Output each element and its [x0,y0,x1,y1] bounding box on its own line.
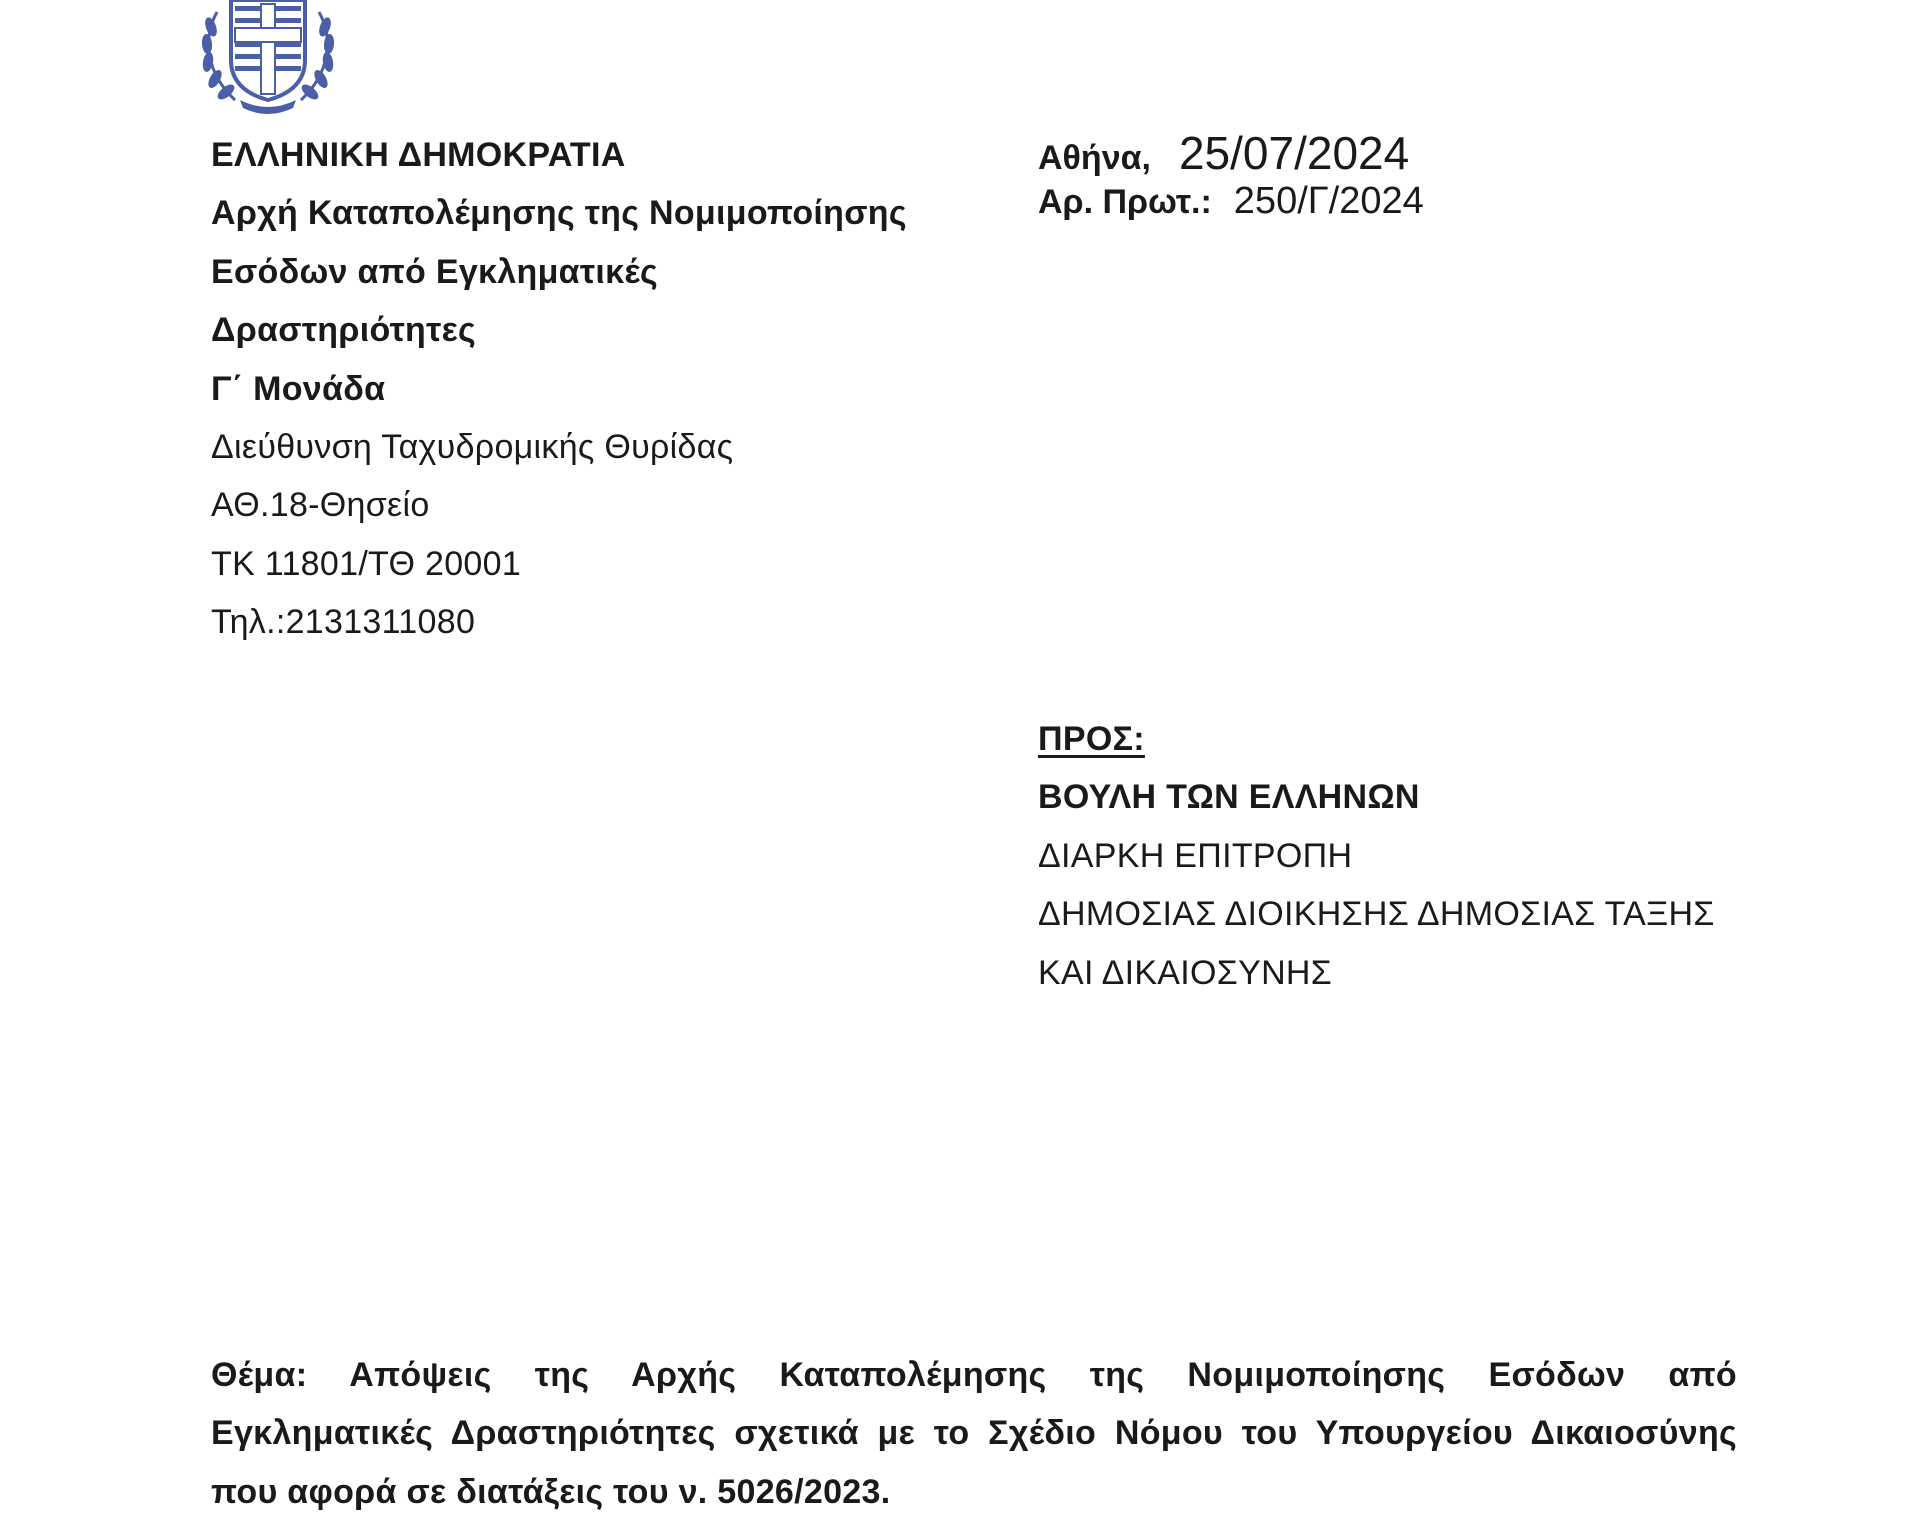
document-date: 25/07/2024 [1178,127,1410,179]
greek-coat-of-arms-icon [195,0,341,118]
recipient-line-2: ΔΙΑΡΚΗ ΕΠΙΤΡΟΠΗ [1038,836,1353,875]
authority-name-line-2: Εσόδων από Εγκληματικές [211,252,658,291]
protocol-number: 250/Γ/2024 [1233,180,1424,222]
phone-number: Τηλ.:2131311080 [211,603,476,642]
unit-name: Γ΄ Μονάδα [211,369,386,408]
protocol-row [1038,180,1638,223]
subject-block [211,1346,1737,1521]
protocol-label: Αρ. Πρωτ.: [1038,183,1212,221]
recipient-line-1: ΒΟΥΛΗ ΤΩΝ ΕΛΛΗΝΩΝ [1038,778,1420,817]
po-box: ΑΘ.18-Θησείο [211,486,430,525]
place-label: Αθήνα, [1038,139,1151,177]
country-name: ΕΛΛΗΝΙΚΗ ΔΗΜΟΚΡΑΤΙΑ [211,136,626,174]
postal-code: ΤΚ 11801/ΤΘ 20001 [211,544,522,583]
document-meta [1038,126,1638,223]
authority-name-line-3: Δραστηριότητες [211,311,477,350]
subject-line-1: Θέμα: Απόψεις της Αρχής Καταπολέμησης της Νομιμοποίησης Εσόδων από [211,1356,1737,1394]
subject-line-3: που αφορά σε διατάξεις του ν. 5026/2023. [211,1472,891,1511]
recipient-line-3: ΔΗΜΟΣΙΑΣ ΔΙΟΙΚΗΣΗΣ ΔΗΜΟΣΙΑΣ ΤΑΞΗΣ [1038,895,1715,934]
date-row [1038,126,1638,180]
recipient-line-4: ΚΑΙ ΔΙΚΑΙΟΣΥΝΗΣ [1038,953,1333,992]
subject-line-2: Εγκληματικές Δραστηριότητες σχετικά με το Σχέδιο Νόμου του Υπουργείου Δικαιοσύνης [211,1414,1737,1453]
address-label: Διεύθυνση Ταχυδρομικής Θυρίδας [211,428,734,467]
recipient-block [1038,710,1758,1002]
recipient-heading: ΠΡΟΣ: [1038,720,1145,758]
authority-name-line-1: Αρχή Καταπολέμησης της Νομιμοποίησης [211,194,907,233]
sender-block [211,126,991,652]
